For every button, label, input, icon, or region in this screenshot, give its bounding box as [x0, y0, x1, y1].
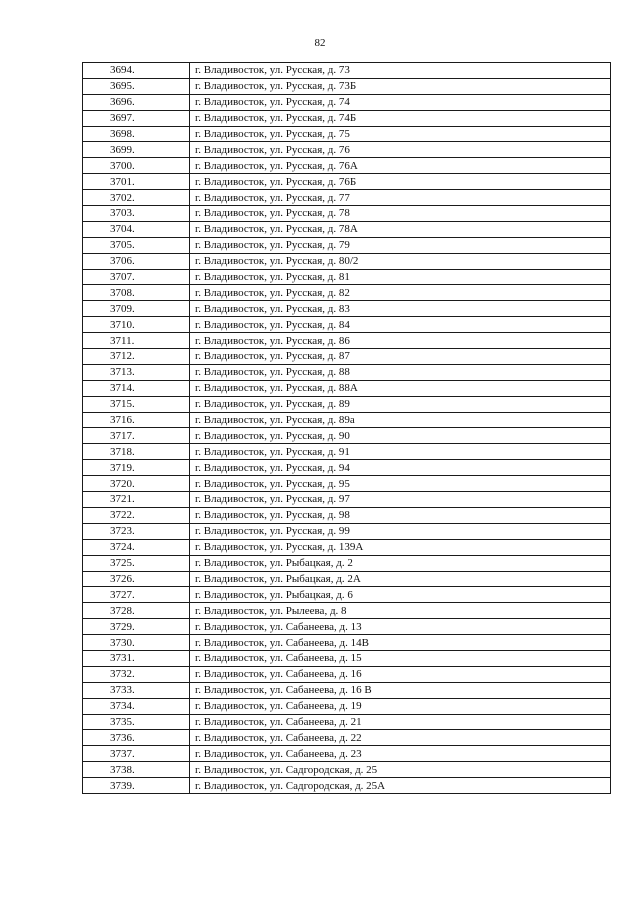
address-cell: г. Владивосток, ул. Русская, д. 89а — [190, 412, 611, 428]
address-cell: г. Владивосток, ул. Русская, д. 87 — [190, 349, 611, 365]
table-row — [83, 730, 611, 746]
address-cell: г. Владивосток, ул. Русская, д. 139А — [190, 539, 611, 555]
row-number-cell: 3708. — [83, 285, 190, 301]
table-row — [83, 174, 611, 190]
address-cell: г. Владивосток, ул. Сабанеева, д. 16 В — [190, 682, 611, 698]
table-row — [83, 380, 611, 396]
row-number-cell: 3727. — [83, 587, 190, 603]
row-number-cell: 3696. — [83, 94, 190, 110]
table-row — [83, 253, 611, 269]
row-number-cell: 3713. — [83, 364, 190, 380]
table-row — [83, 412, 611, 428]
address-cell: г. Владивосток, ул. Русская, д. 81 — [190, 269, 611, 285]
address-cell: г. Владивосток, ул. Русская, д. 79 — [190, 237, 611, 253]
row-number-cell: 3731. — [83, 650, 190, 666]
table-row — [83, 635, 611, 651]
address-cell: г. Владивосток, ул. Русская, д. 80/2 — [190, 253, 611, 269]
table-row — [83, 221, 611, 237]
row-number-cell: 3723. — [83, 523, 190, 539]
table-row — [83, 142, 611, 158]
address-cell: г. Владивосток, ул. Русская, д. 91 — [190, 444, 611, 460]
table-row — [83, 619, 611, 635]
row-number-cell: 3738. — [83, 762, 190, 778]
table-row — [83, 396, 611, 412]
address-cell: г. Владивосток, ул. Сабанеева, д. 22 — [190, 730, 611, 746]
row-number-cell: 3698. — [83, 126, 190, 142]
address-cell: г. Владивосток, ул. Русская, д. 86 — [190, 333, 611, 349]
address-cell: г. Владивосток, ул. Русская, д. 74Б — [190, 110, 611, 126]
address-cell: г. Владивосток, ул. Русская, д. 97 — [190, 492, 611, 508]
table-row — [83, 587, 611, 603]
row-number-cell: 3711. — [83, 333, 190, 349]
address-cell: г. Владивосток, ул. Русская, д. 88А — [190, 380, 611, 396]
row-number-cell: 3695. — [83, 78, 190, 94]
row-number-cell: 3720. — [83, 476, 190, 492]
address-cell: г. Владивосток, ул. Русская, д. 73Б — [190, 78, 611, 94]
table-row — [83, 682, 611, 698]
table-row — [83, 94, 611, 110]
address-cell: г. Владивосток, ул. Русская, д. 99 — [190, 523, 611, 539]
row-number-cell: 3716. — [83, 412, 190, 428]
row-number-cell: 3726. — [83, 571, 190, 587]
row-number-cell: 3722. — [83, 507, 190, 523]
address-cell: г. Владивосток, ул. Русская, д. 78 — [190, 206, 611, 222]
table-row — [83, 78, 611, 94]
address-cell: г. Владивосток, ул. Русская, д. 76Б — [190, 174, 611, 190]
address-cell: г. Владивосток, ул. Русская, д. 82 — [190, 285, 611, 301]
row-number-cell: 3712. — [83, 349, 190, 365]
address-cell: г. Владивосток, ул. Русская, д. 78А — [190, 221, 611, 237]
table-row — [83, 555, 611, 571]
row-number-cell: 3735. — [83, 714, 190, 730]
row-number-cell: 3724. — [83, 539, 190, 555]
address-cell: г. Владивосток, ул. Рылеева, д. 8 — [190, 603, 611, 619]
table-row — [83, 206, 611, 222]
table-row — [83, 237, 611, 253]
address-cell: г. Владивосток, ул. Сабанеева, д. 21 — [190, 714, 611, 730]
address-cell: г. Владивосток, ул. Сабанеева, д. 15 — [190, 650, 611, 666]
address-table — [82, 62, 611, 794]
row-number-cell: 3734. — [83, 698, 190, 714]
table-row — [83, 158, 611, 174]
table-row — [83, 364, 611, 380]
table-row — [83, 301, 611, 317]
row-number-cell: 3702. — [83, 190, 190, 206]
row-number-cell: 3739. — [83, 778, 190, 794]
table-row — [83, 63, 611, 79]
address-cell: г. Владивосток, ул. Сабанеева, д. 13 — [190, 619, 611, 635]
row-number-cell: 3730. — [83, 635, 190, 651]
address-cell: г. Владивосток, ул. Русская, д. 88 — [190, 364, 611, 380]
row-number-cell: 3705. — [83, 237, 190, 253]
address-cell: г. Владивосток, ул. Русская, д. 74 — [190, 94, 611, 110]
table-row — [83, 269, 611, 285]
table-row — [83, 778, 611, 794]
address-cell: г. Владивосток, ул. Русская, д. 73 — [190, 63, 611, 79]
table-row — [83, 762, 611, 778]
address-cell: г. Владивосток, ул. Русская, д. 77 — [190, 190, 611, 206]
address-cell: г. Владивосток, ул. Сабанеева, д. 23 — [190, 746, 611, 762]
row-number-cell: 3709. — [83, 301, 190, 317]
row-number-cell: 3728. — [83, 603, 190, 619]
table-row — [83, 523, 611, 539]
row-number-cell: 3737. — [83, 746, 190, 762]
table-row — [83, 349, 611, 365]
page-number: 82 — [314, 37, 326, 49]
row-number-cell: 3710. — [83, 317, 190, 333]
address-cell: г. Владивосток, ул. Рыбацкая, д. 2А — [190, 571, 611, 587]
address-cell: г. Владивосток, ул. Сабанеева, д. 14В — [190, 635, 611, 651]
table-row — [83, 333, 611, 349]
address-table-body — [83, 63, 611, 794]
table-row — [83, 666, 611, 682]
address-cell: г. Владивосток, ул. Русская, д. 84 — [190, 317, 611, 333]
row-number-cell: 3714. — [83, 380, 190, 396]
row-number-cell: 3699. — [83, 142, 190, 158]
address-cell: г. Владивосток, ул. Русская, д. 76 — [190, 142, 611, 158]
address-cell: г. Владивосток, ул. Русская, д. 94 — [190, 460, 611, 476]
table-row — [83, 126, 611, 142]
address-cell: г. Владивосток, ул. Русская, д. 95 — [190, 476, 611, 492]
table-row — [83, 476, 611, 492]
table-row — [83, 317, 611, 333]
table-row — [83, 492, 611, 508]
address-cell: г. Владивосток, ул. Сабанеева, д. 19 — [190, 698, 611, 714]
table-row — [83, 714, 611, 730]
row-number-cell: 3729. — [83, 619, 190, 635]
address-cell: г. Владивосток, ул. Сабанеева, д. 16 — [190, 666, 611, 682]
address-cell: г. Владивосток, ул. Русская, д. 76А — [190, 158, 611, 174]
row-number-cell: 3704. — [83, 221, 190, 237]
table-row — [83, 746, 611, 762]
address-cell: г. Владивосток, ул. Русская, д. 83 — [190, 301, 611, 317]
row-number-cell: 3701. — [83, 174, 190, 190]
row-number-cell: 3697. — [83, 110, 190, 126]
table-row — [83, 571, 611, 587]
row-number-cell: 3706. — [83, 253, 190, 269]
row-number-cell: 3717. — [83, 428, 190, 444]
table-row — [83, 110, 611, 126]
address-cell: г. Владивосток, ул. Садгородская, д. 25А — [190, 778, 611, 794]
address-cell: г. Владивосток, ул. Русская, д. 90 — [190, 428, 611, 444]
address-cell: г. Владивосток, ул. Рыбацкая, д. 6 — [190, 587, 611, 603]
table-row — [83, 285, 611, 301]
table-row — [83, 507, 611, 523]
row-number-cell: 3715. — [83, 396, 190, 412]
table-row — [83, 428, 611, 444]
table-row — [83, 650, 611, 666]
table-row — [83, 603, 611, 619]
row-number-cell: 3694. — [83, 63, 190, 79]
row-number-cell: 3733. — [83, 682, 190, 698]
address-cell: г. Владивосток, ул. Русская, д. 98 — [190, 507, 611, 523]
address-cell: г. Владивосток, ул. Садгородская, д. 25 — [190, 762, 611, 778]
row-number-cell: 3725. — [83, 555, 190, 571]
row-number-cell: 3707. — [83, 269, 190, 285]
row-number-cell: 3721. — [83, 492, 190, 508]
table-row — [83, 460, 611, 476]
address-cell: г. Владивосток, ул. Русская, д. 75 — [190, 126, 611, 142]
table-row — [83, 698, 611, 714]
address-cell: г. Владивосток, ул. Русская, д. 89 — [190, 396, 611, 412]
row-number-cell: 3700. — [83, 158, 190, 174]
row-number-cell: 3736. — [83, 730, 190, 746]
row-number-cell: 3703. — [83, 206, 190, 222]
row-number-cell: 3719. — [83, 460, 190, 476]
address-cell: г. Владивосток, ул. Рыбацкая, д. 2 — [190, 555, 611, 571]
table-row — [83, 539, 611, 555]
row-number-cell: 3732. — [83, 666, 190, 682]
row-number-cell: 3718. — [83, 444, 190, 460]
table-row — [83, 190, 611, 206]
table-row — [83, 444, 611, 460]
